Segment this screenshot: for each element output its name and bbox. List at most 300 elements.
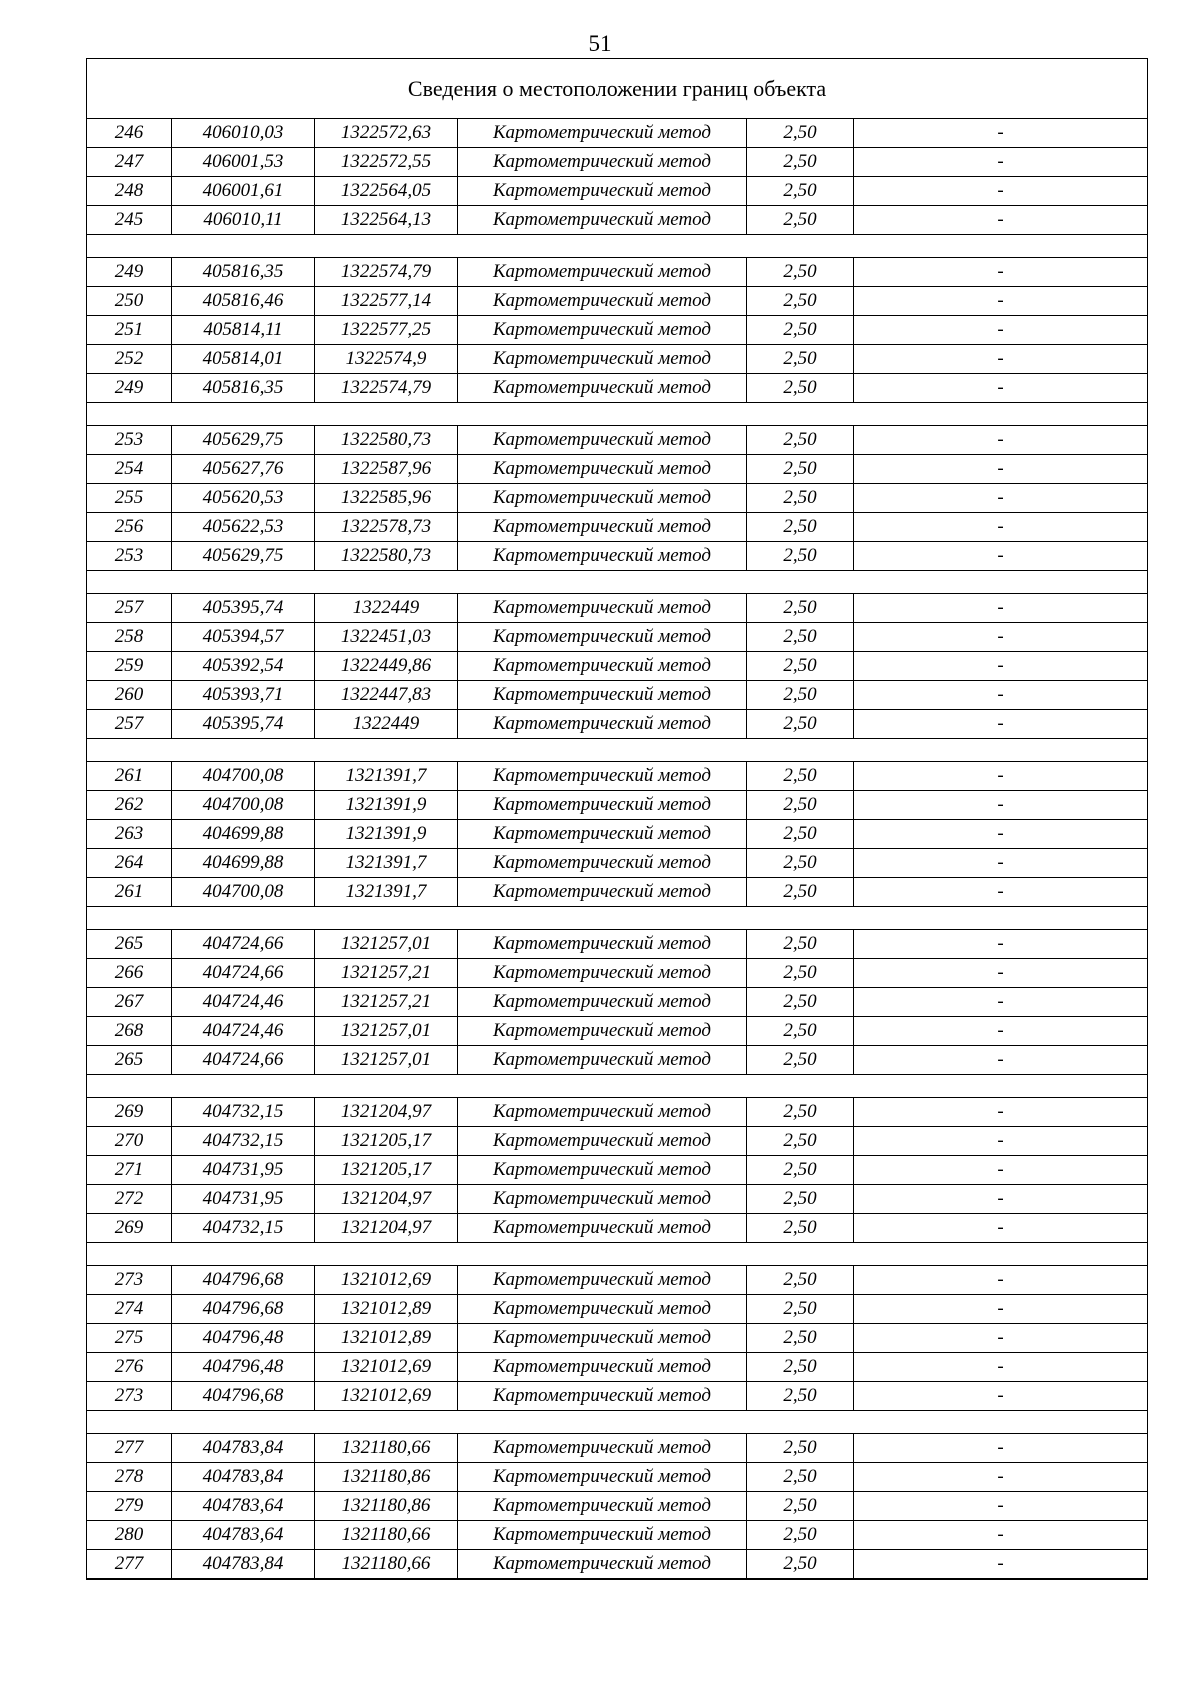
- point-number-cell: 273: [87, 1382, 172, 1411]
- point-number-cell: 245: [87, 206, 172, 235]
- method-cell: Картометрический метод: [458, 1098, 747, 1127]
- x-coordinate-cell: 404783,64: [172, 1521, 315, 1550]
- description-cell: -: [854, 1295, 1148, 1324]
- point-number-cell: 246: [87, 119, 172, 148]
- separator-cell: [87, 907, 1148, 930]
- method-cell: Картометрический метод: [458, 316, 747, 345]
- method-cell: Картометрический метод: [458, 623, 747, 652]
- y-coordinate-cell: 1321391,7: [315, 878, 458, 907]
- accuracy-cell: 2,50: [747, 1382, 854, 1411]
- group-separator-row: [87, 1075, 1148, 1098]
- y-coordinate-cell: 1322451,03: [315, 623, 458, 652]
- method-cell: Картометрический метод: [458, 878, 747, 907]
- y-coordinate-cell: 1322574,9: [315, 345, 458, 374]
- table-row: [87, 1463, 1148, 1492]
- accuracy-cell: 2,50: [747, 1214, 854, 1243]
- y-coordinate-cell: 1321257,21: [315, 988, 458, 1017]
- description-cell: -: [854, 1434, 1148, 1463]
- point-number-cell: 280: [87, 1521, 172, 1550]
- x-coordinate-cell: 404724,46: [172, 988, 315, 1017]
- y-coordinate-cell: 1322449: [315, 594, 458, 623]
- x-coordinate-cell: 404724,66: [172, 930, 315, 959]
- table-row: [87, 623, 1148, 652]
- separator-cell: [87, 1411, 1148, 1434]
- x-coordinate-cell: 405816,46: [172, 287, 315, 316]
- y-coordinate-cell: 1321257,01: [315, 930, 458, 959]
- y-coordinate-cell: 1321180,66: [315, 1550, 458, 1580]
- x-coordinate-cell: 404724,66: [172, 1046, 315, 1075]
- method-cell: Картометрический метод: [458, 710, 747, 739]
- table-row: [87, 930, 1148, 959]
- accuracy-cell: 2,50: [747, 988, 854, 1017]
- description-cell: -: [854, 1550, 1148, 1580]
- point-number-cell: 269: [87, 1098, 172, 1127]
- description-cell: -: [854, 542, 1148, 571]
- description-cell: -: [854, 1046, 1148, 1075]
- x-coordinate-cell: 405814,11: [172, 316, 315, 345]
- table-row: [87, 762, 1148, 791]
- method-cell: Картометрический метод: [458, 959, 747, 988]
- y-coordinate-cell: 1321012,89: [315, 1295, 458, 1324]
- table-row: [87, 681, 1148, 710]
- point-number-cell: 259: [87, 652, 172, 681]
- accuracy-cell: 2,50: [747, 849, 854, 878]
- accuracy-cell: 2,50: [747, 258, 854, 287]
- table-row: [87, 1382, 1148, 1411]
- point-number-cell: 268: [87, 1017, 172, 1046]
- method-cell: Картометрический метод: [458, 455, 747, 484]
- point-number-cell: 250: [87, 287, 172, 316]
- point-number-cell: 249: [87, 374, 172, 403]
- point-number-cell: 256: [87, 513, 172, 542]
- y-coordinate-cell: 1321205,17: [315, 1156, 458, 1185]
- table-row: [87, 959, 1148, 988]
- description-cell: -: [854, 988, 1148, 1017]
- description-cell: -: [854, 1214, 1148, 1243]
- description-cell: -: [854, 119, 1148, 148]
- method-cell: Картометрический метод: [458, 513, 747, 542]
- x-coordinate-cell: 404796,68: [172, 1266, 315, 1295]
- y-coordinate-cell: 1322447,83: [315, 681, 458, 710]
- point-number-cell: 255: [87, 484, 172, 513]
- accuracy-cell: 2,50: [747, 1098, 854, 1127]
- point-number-cell: 257: [87, 594, 172, 623]
- y-coordinate-cell: 1321012,89: [315, 1324, 458, 1353]
- table-row: [87, 820, 1148, 849]
- y-coordinate-cell: 1322572,63: [315, 119, 458, 148]
- table-row: [87, 1295, 1148, 1324]
- x-coordinate-cell: 404731,95: [172, 1185, 315, 1214]
- method-cell: Картометрический метод: [458, 1185, 747, 1214]
- description-cell: -: [854, 1521, 1148, 1550]
- point-number-cell: 264: [87, 849, 172, 878]
- description-cell: -: [854, 1324, 1148, 1353]
- group-separator-row: [87, 739, 1148, 762]
- accuracy-cell: 2,50: [747, 455, 854, 484]
- description-cell: -: [854, 1098, 1148, 1127]
- x-coordinate-cell: 405629,75: [172, 542, 315, 571]
- x-coordinate-cell: 405620,53: [172, 484, 315, 513]
- table-row: [87, 1266, 1148, 1295]
- point-number-cell: 253: [87, 426, 172, 455]
- accuracy-cell: 2,50: [747, 1185, 854, 1214]
- x-coordinate-cell: 405627,76: [172, 455, 315, 484]
- x-coordinate-cell: 405816,35: [172, 374, 315, 403]
- accuracy-cell: 2,50: [747, 791, 854, 820]
- separator-cell: [87, 739, 1148, 762]
- point-number-cell: 279: [87, 1492, 172, 1521]
- point-number-cell: 253: [87, 542, 172, 571]
- table-row: [87, 258, 1148, 287]
- description-cell: -: [854, 710, 1148, 739]
- table-row: [87, 316, 1148, 345]
- x-coordinate-cell: 406001,61: [172, 177, 315, 206]
- accuracy-cell: 2,50: [747, 1492, 854, 1521]
- separator-cell: [87, 1075, 1148, 1098]
- table-row: [87, 1324, 1148, 1353]
- description-cell: -: [854, 849, 1148, 878]
- accuracy-cell: 2,50: [747, 119, 854, 148]
- point-number-cell: 261: [87, 878, 172, 907]
- accuracy-cell: 2,50: [747, 1127, 854, 1156]
- accuracy-cell: 2,50: [747, 930, 854, 959]
- description-cell: -: [854, 959, 1148, 988]
- table-row: [87, 1127, 1148, 1156]
- point-number-cell: 278: [87, 1463, 172, 1492]
- table-row: [87, 594, 1148, 623]
- method-cell: Картометрический метод: [458, 1017, 747, 1046]
- table-row: [87, 1098, 1148, 1127]
- point-number-cell: 247: [87, 148, 172, 177]
- y-coordinate-cell: 1321257,21: [315, 959, 458, 988]
- method-cell: Картометрический метод: [458, 542, 747, 571]
- x-coordinate-cell: 406001,53: [172, 148, 315, 177]
- separator-cell: [87, 235, 1148, 258]
- accuracy-cell: 2,50: [747, 484, 854, 513]
- table-row: [87, 1353, 1148, 1382]
- method-cell: Картометрический метод: [458, 1492, 747, 1521]
- description-cell: -: [854, 206, 1148, 235]
- method-cell: Картометрический метод: [458, 119, 747, 148]
- method-cell: Картометрический метод: [458, 1156, 747, 1185]
- accuracy-cell: 2,50: [747, 1156, 854, 1185]
- method-cell: Картометрический метод: [458, 652, 747, 681]
- method-cell: Картометрический метод: [458, 177, 747, 206]
- x-coordinate-cell: 404783,64: [172, 1492, 315, 1521]
- x-coordinate-cell: 405392,54: [172, 652, 315, 681]
- y-coordinate-cell: 1322564,05: [315, 177, 458, 206]
- x-coordinate-cell: 406010,11: [172, 206, 315, 235]
- table-row: [87, 1550, 1148, 1580]
- accuracy-cell: 2,50: [747, 1046, 854, 1075]
- description-cell: -: [854, 1492, 1148, 1521]
- x-coordinate-cell: 404796,68: [172, 1382, 315, 1411]
- x-coordinate-cell: 404700,08: [172, 878, 315, 907]
- description-cell: -: [854, 623, 1148, 652]
- method-cell: Картометрический метод: [458, 1266, 747, 1295]
- y-coordinate-cell: 1322449: [315, 710, 458, 739]
- method-cell: Картометрический метод: [458, 1463, 747, 1492]
- point-number-cell: 276: [87, 1353, 172, 1382]
- y-coordinate-cell: 1322577,14: [315, 287, 458, 316]
- accuracy-cell: 2,50: [747, 623, 854, 652]
- accuracy-cell: 2,50: [747, 316, 854, 345]
- table-row: [87, 119, 1148, 148]
- y-coordinate-cell: 1322580,73: [315, 542, 458, 571]
- y-coordinate-cell: 1321204,97: [315, 1098, 458, 1127]
- accuracy-cell: 2,50: [747, 287, 854, 316]
- x-coordinate-cell: 405393,71: [172, 681, 315, 710]
- x-coordinate-cell: 404724,66: [172, 959, 315, 988]
- coordinates-table: [86, 58, 1148, 1580]
- table-row: [87, 1434, 1148, 1463]
- x-coordinate-cell: 404796,68: [172, 1295, 315, 1324]
- point-number-cell: 271: [87, 1156, 172, 1185]
- description-cell: -: [854, 148, 1148, 177]
- method-cell: Картометрический метод: [458, 1214, 747, 1243]
- table-row: [87, 710, 1148, 739]
- table-row: [87, 1046, 1148, 1075]
- table-row: [87, 345, 1148, 374]
- description-cell: -: [854, 177, 1148, 206]
- accuracy-cell: 2,50: [747, 594, 854, 623]
- point-number-cell: 277: [87, 1550, 172, 1580]
- method-cell: Картометрический метод: [458, 1127, 747, 1156]
- description-cell: -: [854, 1127, 1148, 1156]
- y-coordinate-cell: 1321391,9: [315, 791, 458, 820]
- description-cell: -: [854, 820, 1148, 849]
- point-number-cell: 249: [87, 258, 172, 287]
- accuracy-cell: 2,50: [747, 1463, 854, 1492]
- point-number-cell: 266: [87, 959, 172, 988]
- point-number-cell: 258: [87, 623, 172, 652]
- y-coordinate-cell: 1321204,97: [315, 1185, 458, 1214]
- description-cell: -: [854, 345, 1148, 374]
- accuracy-cell: 2,50: [747, 820, 854, 849]
- accuracy-cell: 2,50: [747, 1295, 854, 1324]
- description-cell: -: [854, 374, 1148, 403]
- table-row: [87, 878, 1148, 907]
- description-cell: -: [854, 594, 1148, 623]
- point-number-cell: 261: [87, 762, 172, 791]
- accuracy-cell: 2,50: [747, 426, 854, 455]
- description-cell: -: [854, 426, 1148, 455]
- table-row: [87, 148, 1148, 177]
- y-coordinate-cell: 1322578,73: [315, 513, 458, 542]
- accuracy-cell: 2,50: [747, 1521, 854, 1550]
- table-row: [87, 1492, 1148, 1521]
- x-coordinate-cell: 405629,75: [172, 426, 315, 455]
- point-number-cell: 273: [87, 1266, 172, 1295]
- accuracy-cell: 2,50: [747, 1434, 854, 1463]
- table-row: [87, 455, 1148, 484]
- point-number-cell: 251: [87, 316, 172, 345]
- table-row: [87, 426, 1148, 455]
- group-separator-row: [87, 1243, 1148, 1266]
- y-coordinate-cell: 1322572,55: [315, 148, 458, 177]
- method-cell: Картометрический метод: [458, 791, 747, 820]
- method-cell: Картометрический метод: [458, 484, 747, 513]
- y-coordinate-cell: 1321257,01: [315, 1017, 458, 1046]
- y-coordinate-cell: 1321180,86: [315, 1492, 458, 1521]
- method-cell: Картометрический метод: [458, 1550, 747, 1580]
- method-cell: Картометрический метод: [458, 1382, 747, 1411]
- y-coordinate-cell: 1321012,69: [315, 1382, 458, 1411]
- y-coordinate-cell: 1321205,17: [315, 1127, 458, 1156]
- y-coordinate-cell: 1321180,66: [315, 1521, 458, 1550]
- x-coordinate-cell: 405814,01: [172, 345, 315, 374]
- point-number-cell: 260: [87, 681, 172, 710]
- accuracy-cell: 2,50: [747, 177, 854, 206]
- x-coordinate-cell: 404731,95: [172, 1156, 315, 1185]
- description-cell: -: [854, 513, 1148, 542]
- y-coordinate-cell: 1322580,73: [315, 426, 458, 455]
- method-cell: Картометрический метод: [458, 594, 747, 623]
- separator-cell: [87, 571, 1148, 594]
- point-number-cell: 277: [87, 1434, 172, 1463]
- accuracy-cell: 2,50: [747, 878, 854, 907]
- table-row: [87, 849, 1148, 878]
- y-coordinate-cell: 1321391,9: [315, 820, 458, 849]
- x-coordinate-cell: 404700,08: [172, 762, 315, 791]
- description-cell: -: [854, 930, 1148, 959]
- table-row: [87, 1521, 1148, 1550]
- point-number-cell: 248: [87, 177, 172, 206]
- description-cell: -: [854, 1463, 1148, 1492]
- description-cell: -: [854, 878, 1148, 907]
- point-number-cell: 267: [87, 988, 172, 1017]
- description-cell: -: [854, 762, 1148, 791]
- y-coordinate-cell: 1321257,01: [315, 1046, 458, 1075]
- method-cell: Картометрический метод: [458, 345, 747, 374]
- y-coordinate-cell: 1322587,96: [315, 455, 458, 484]
- x-coordinate-cell: 404724,46: [172, 1017, 315, 1046]
- table-row: [87, 513, 1148, 542]
- table-row: [87, 484, 1148, 513]
- accuracy-cell: 2,50: [747, 513, 854, 542]
- accuracy-cell: 2,50: [747, 345, 854, 374]
- separator-cell: [87, 403, 1148, 426]
- table-row: [87, 988, 1148, 1017]
- y-coordinate-cell: 1321204,97: [315, 1214, 458, 1243]
- x-coordinate-cell: 404783,84: [172, 1434, 315, 1463]
- method-cell: Картометрический метод: [458, 1353, 747, 1382]
- description-cell: -: [854, 681, 1148, 710]
- accuracy-cell: 2,50: [747, 1353, 854, 1382]
- description-cell: -: [854, 652, 1148, 681]
- point-number-cell: 252: [87, 345, 172, 374]
- group-separator-row: [87, 571, 1148, 594]
- table-row: [87, 791, 1148, 820]
- method-cell: Картометрический метод: [458, 930, 747, 959]
- y-coordinate-cell: 1322574,79: [315, 374, 458, 403]
- table-row: [87, 1017, 1148, 1046]
- method-cell: Картометрический метод: [458, 287, 747, 316]
- y-coordinate-cell: 1321180,66: [315, 1434, 458, 1463]
- description-cell: -: [854, 316, 1148, 345]
- x-coordinate-cell: 406010,03: [172, 119, 315, 148]
- point-number-cell: 265: [87, 1046, 172, 1075]
- x-coordinate-cell: 404732,15: [172, 1127, 315, 1156]
- method-cell: Картометрический метод: [458, 988, 747, 1017]
- table-row: [87, 374, 1148, 403]
- x-coordinate-cell: 405395,74: [172, 710, 315, 739]
- page-number: 51: [588, 31, 612, 56]
- x-coordinate-cell: 404732,15: [172, 1098, 315, 1127]
- method-cell: Картометрический метод: [458, 1521, 747, 1550]
- x-coordinate-cell: 405394,57: [172, 623, 315, 652]
- method-cell: Картометрический метод: [458, 681, 747, 710]
- method-cell: Картометрический метод: [458, 1295, 747, 1324]
- x-coordinate-cell: 405395,74: [172, 594, 315, 623]
- description-cell: -: [854, 287, 1148, 316]
- y-coordinate-cell: 1321391,7: [315, 849, 458, 878]
- accuracy-cell: 2,50: [747, 1266, 854, 1295]
- method-cell: Картометрический метод: [458, 1434, 747, 1463]
- table-row: [87, 1156, 1148, 1185]
- y-coordinate-cell: 1322449,86: [315, 652, 458, 681]
- method-cell: Картометрический метод: [458, 849, 747, 878]
- accuracy-cell: 2,50: [747, 148, 854, 177]
- table-row: [87, 652, 1148, 681]
- table-row: [87, 206, 1148, 235]
- accuracy-cell: 2,50: [747, 206, 854, 235]
- point-number-cell: 265: [87, 930, 172, 959]
- method-cell: Картометрический метод: [458, 374, 747, 403]
- table-row: [87, 1185, 1148, 1214]
- description-cell: -: [854, 1017, 1148, 1046]
- y-coordinate-cell: 1322574,79: [315, 258, 458, 287]
- point-number-cell: 274: [87, 1295, 172, 1324]
- method-cell: Картометрический метод: [458, 426, 747, 455]
- x-coordinate-cell: 404796,48: [172, 1353, 315, 1382]
- x-coordinate-cell: 404732,15: [172, 1214, 315, 1243]
- accuracy-cell: 2,50: [747, 542, 854, 571]
- point-number-cell: 270: [87, 1127, 172, 1156]
- method-cell: Картометрический метод: [458, 258, 747, 287]
- accuracy-cell: 2,50: [747, 1324, 854, 1353]
- point-number-cell: 272: [87, 1185, 172, 1214]
- point-number-cell: 257: [87, 710, 172, 739]
- x-coordinate-cell: 405816,35: [172, 258, 315, 287]
- group-separator-row: [87, 235, 1148, 258]
- point-number-cell: 254: [87, 455, 172, 484]
- table-row: [87, 1214, 1148, 1243]
- method-cell: Картометрический метод: [458, 148, 747, 177]
- description-cell: -: [854, 791, 1148, 820]
- group-separator-row: [87, 403, 1148, 426]
- description-cell: -: [854, 1185, 1148, 1214]
- x-coordinate-cell: 404699,88: [172, 849, 315, 878]
- table-row: [87, 287, 1148, 316]
- description-cell: -: [854, 1266, 1148, 1295]
- accuracy-cell: 2,50: [747, 652, 854, 681]
- table-title: Сведения о местоположении границ объекта: [87, 59, 1148, 119]
- y-coordinate-cell: 1321391,7: [315, 762, 458, 791]
- description-cell: -: [854, 1353, 1148, 1382]
- x-coordinate-cell: 404783,84: [172, 1463, 315, 1492]
- point-number-cell: 275: [87, 1324, 172, 1353]
- accuracy-cell: 2,50: [747, 681, 854, 710]
- y-coordinate-cell: 1321180,86: [315, 1463, 458, 1492]
- x-coordinate-cell: 404699,88: [172, 820, 315, 849]
- accuracy-cell: 2,50: [747, 1017, 854, 1046]
- separator-cell: [87, 1243, 1148, 1266]
- accuracy-cell: 2,50: [747, 762, 854, 791]
- method-cell: Картометрический метод: [458, 1046, 747, 1075]
- method-cell: Картометрический метод: [458, 206, 747, 235]
- description-cell: -: [854, 258, 1148, 287]
